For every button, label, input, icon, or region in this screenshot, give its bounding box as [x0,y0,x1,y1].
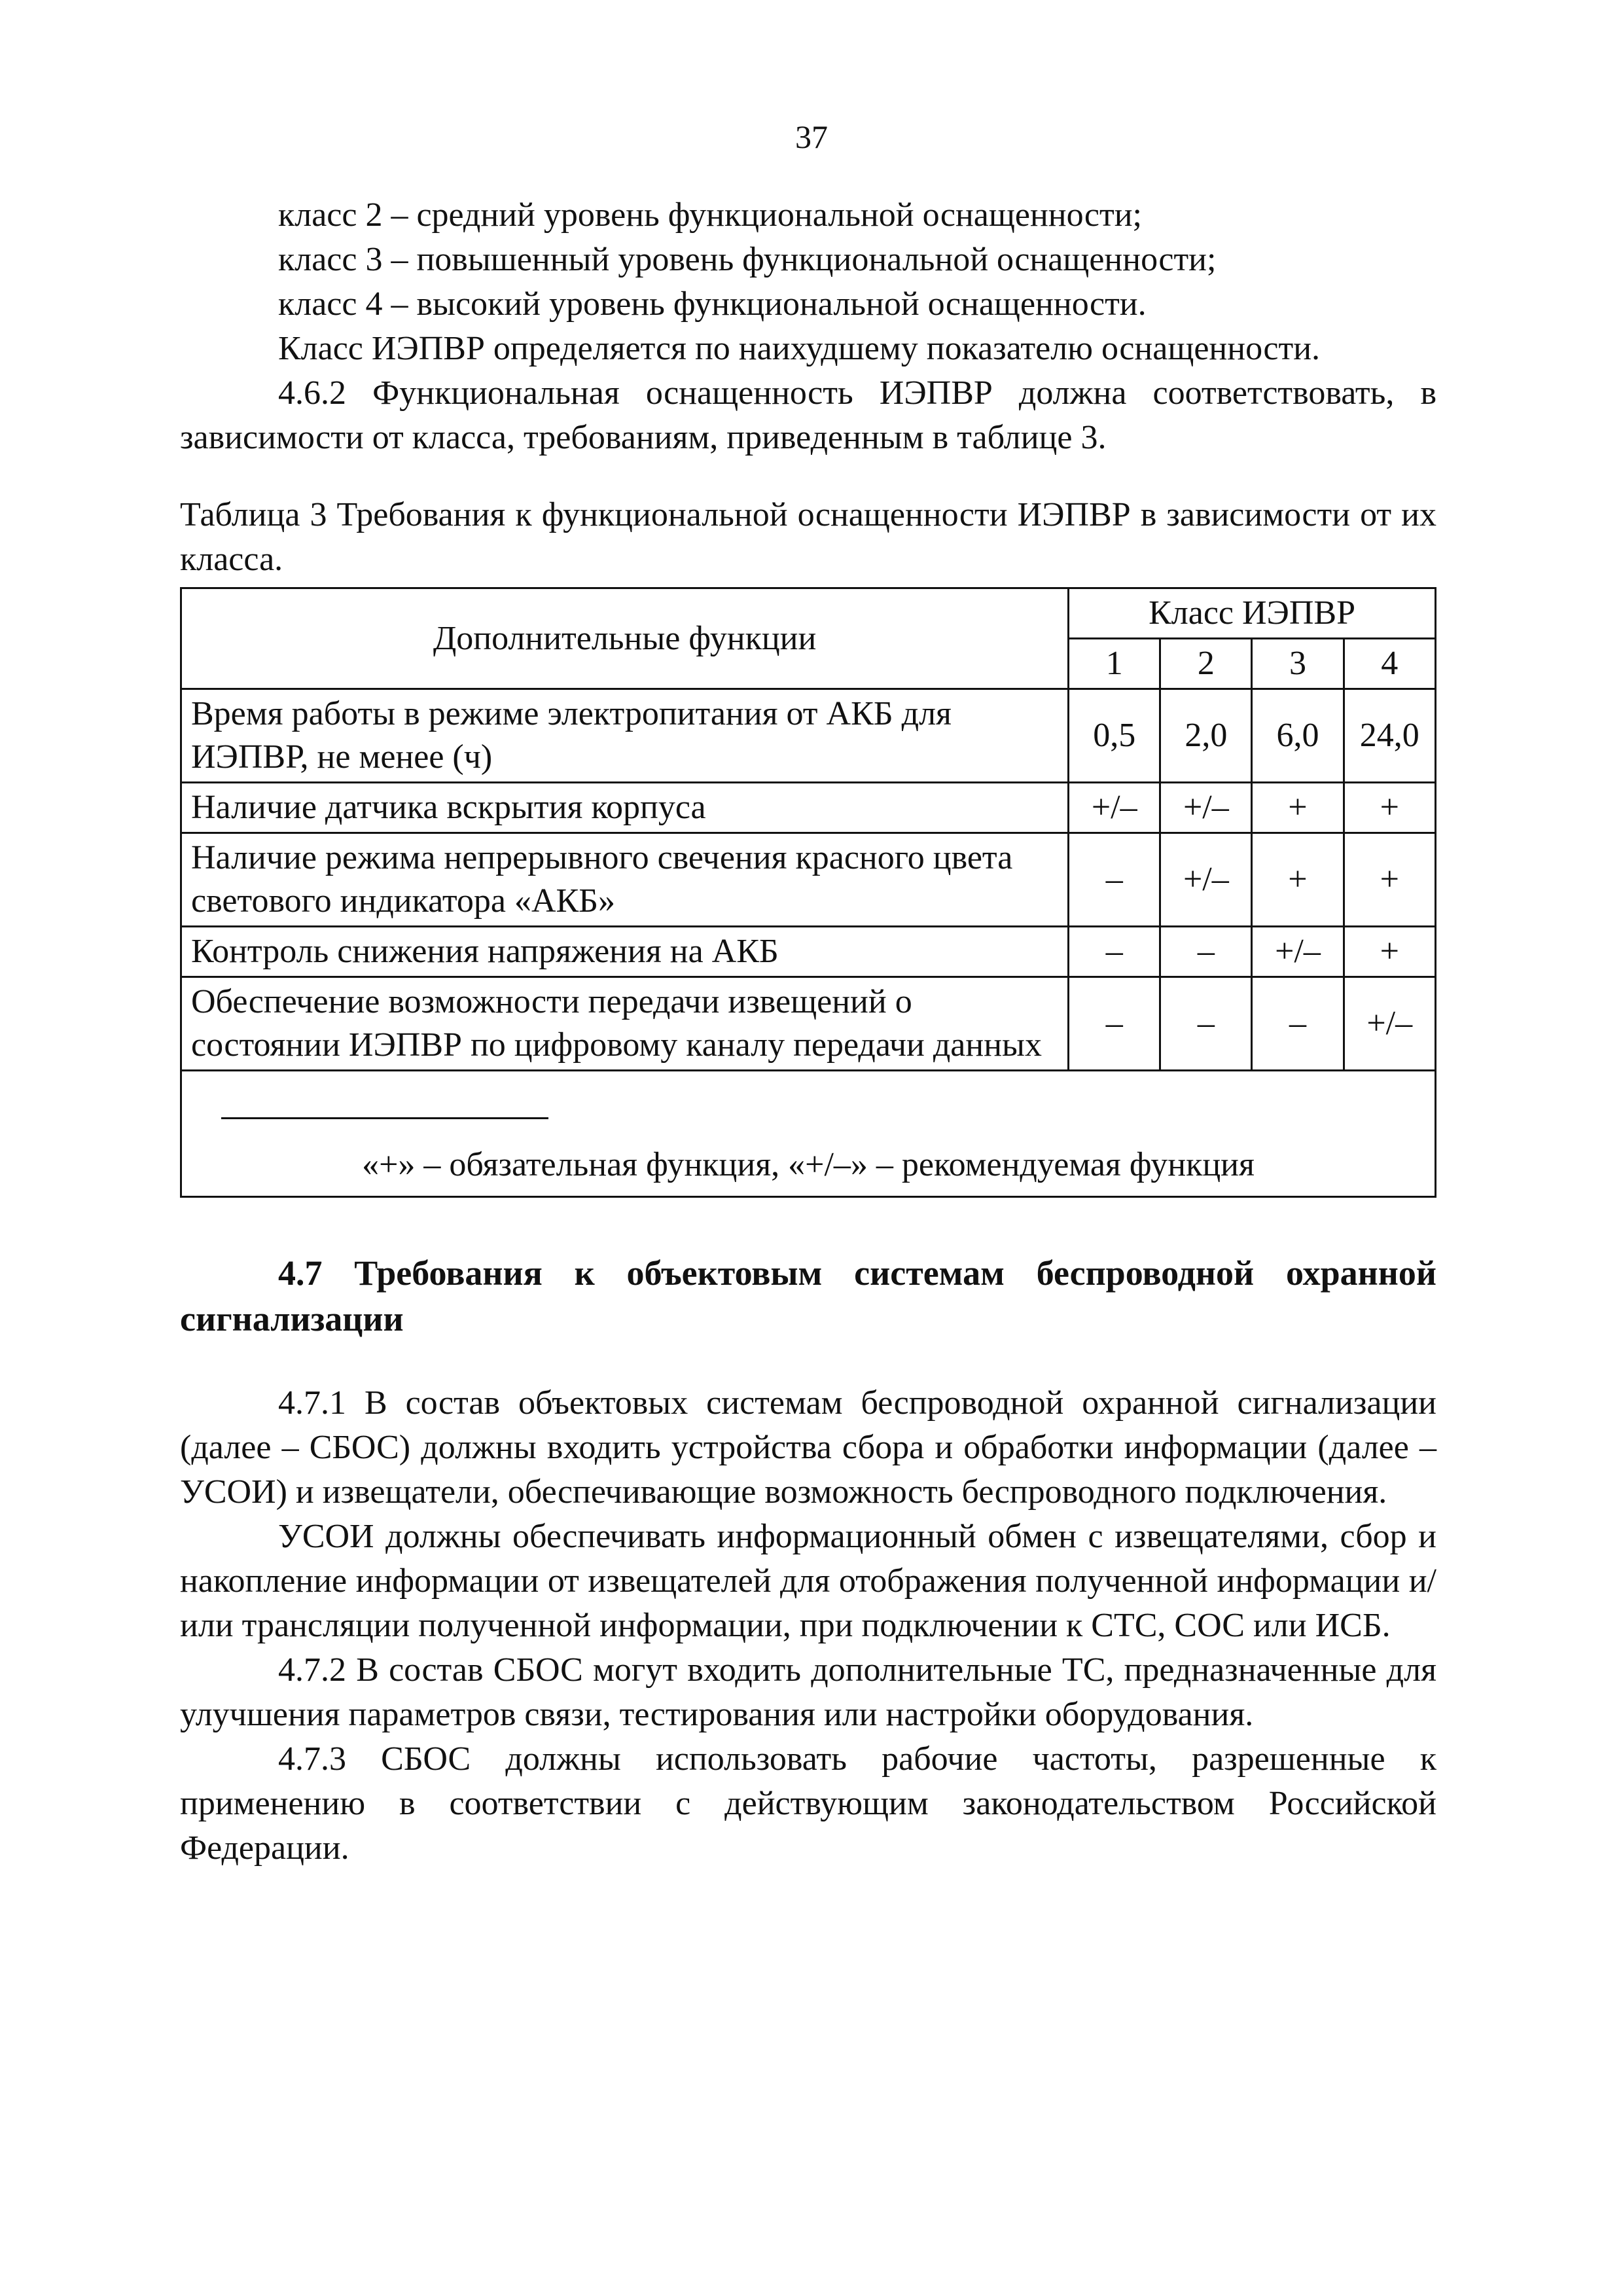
class-value: + [1252,783,1344,833]
table-row [181,689,1436,783]
paragraph-4-7-3: 4.7.3 СБОС должны использовать рабочие частоты, разрешенные к применению в соответствии с действующим законодательством Российской Федерации. [180,1740,1436,1867]
function-name: Контроль снижения напряжения на АКБ [181,927,1069,977]
table-row [181,833,1436,927]
function-name: Наличие режима непрерывного свечения красного цвета светового индикатора «АКБ» [181,833,1069,927]
class-value: +/– [1160,833,1252,927]
class-value: + [1252,833,1344,927]
class-value: 2,0 [1160,689,1252,783]
class-2-line: класс 2 – средний уровень функциональной оснащенности; [278,196,1143,234]
table-row [181,977,1436,1071]
paragraph-4-7-1: 4.7.1 В состав объектовых системам беспроводной охранной сигнализации (далее – СБОС) должны входить устройства сбора и обработки информации (далее – УСОИ) и извещатели, обеспечивающие возможность беспроводного подключения. [180,1384,1436,1511]
class-number: 1 [1069,639,1160,689]
class-value: – [1160,977,1252,1071]
class-number: 4 [1344,639,1435,689]
footnote-divider [221,1117,548,1119]
class-4-line: класс 4 – высокий уровень функциональной оснащенности. [278,285,1147,323]
table-note-row [181,1071,1436,1197]
class-value: – [1069,977,1160,1071]
table-caption: Таблица 3 Требования к функциональной оснащенности ИЭПВР в зависимости от их класса. [180,496,1436,578]
table-row [181,783,1436,833]
document-body [180,193,1436,1871]
requirements-table [180,587,1436,1198]
class-value: – [1069,833,1160,927]
paragraph-4-7-2: 4.7.2 В состав СБОС могут входить дополнительные ТС, предназначенные для улучшения параметров связи, тестирования или настройки оборудования. [180,1651,1436,1733]
table-note: «+» – обязательная функция, «+/–» – рекомендуемая функция [362,1146,1255,1183]
class-value: – [1160,927,1252,977]
paragraph-usoi: УСОИ должны обеспечивать информационный обмен с извещателями, сбор и накопление информации от извещателей для отображения полученной информации и/или трансляции полученной информации, при подключении к СТС, СОС или ИСБ. [180,1518,1436,1644]
class-value: + [1344,783,1435,833]
header-functions: Дополнительные функции [181,588,1069,689]
class-value: +/– [1344,977,1435,1071]
class-value: +/– [1252,927,1344,977]
class-value: 24,0 [1344,689,1435,783]
class-number: 2 [1160,639,1252,689]
class-value: + [1344,833,1435,927]
class-value: 6,0 [1252,689,1344,783]
section-4-7-title: 4.7 Требования к объектовым системам беспроводной охранной сигнализации [180,1253,1436,1338]
class-value: – [1252,977,1344,1071]
table-note-cell [181,1071,1436,1197]
class-3-line: класс 3 – повышенный уровень функциональной оснащенности; [278,241,1217,278]
class-number: 3 [1252,639,1344,689]
function-name: Наличие датчика вскрытия корпуса [181,783,1069,833]
function-name: Время работы в режиме электропитания от АКБ для ИЭПВР, не менее (ч) [181,689,1069,783]
class-value: – [1069,927,1160,977]
class-value: +/– [1160,783,1252,833]
table-row [181,927,1436,977]
header-class: Класс ИЭПВР [1069,588,1436,639]
page-number: 37 [795,118,828,155]
function-name: Обеспечение возможности передачи извещений о состоянии ИЭПВР по цифровому каналу передачи данных [181,977,1069,1071]
class-value: + [1344,927,1435,977]
table-header-row [181,588,1436,639]
paragraph-4-6-2: 4.6.2 Функциональная оснащенность ИЭПВР должна соответствовать, в зависимости от класса, требованиям, приведенным в таблице 3. [180,374,1436,456]
class-value: +/– [1069,783,1160,833]
class-rule-paragraph: Класс ИЭПВР определяется по наихудшему показателю оснащенности. [278,330,1321,367]
class-value: 0,5 [1069,689,1160,783]
